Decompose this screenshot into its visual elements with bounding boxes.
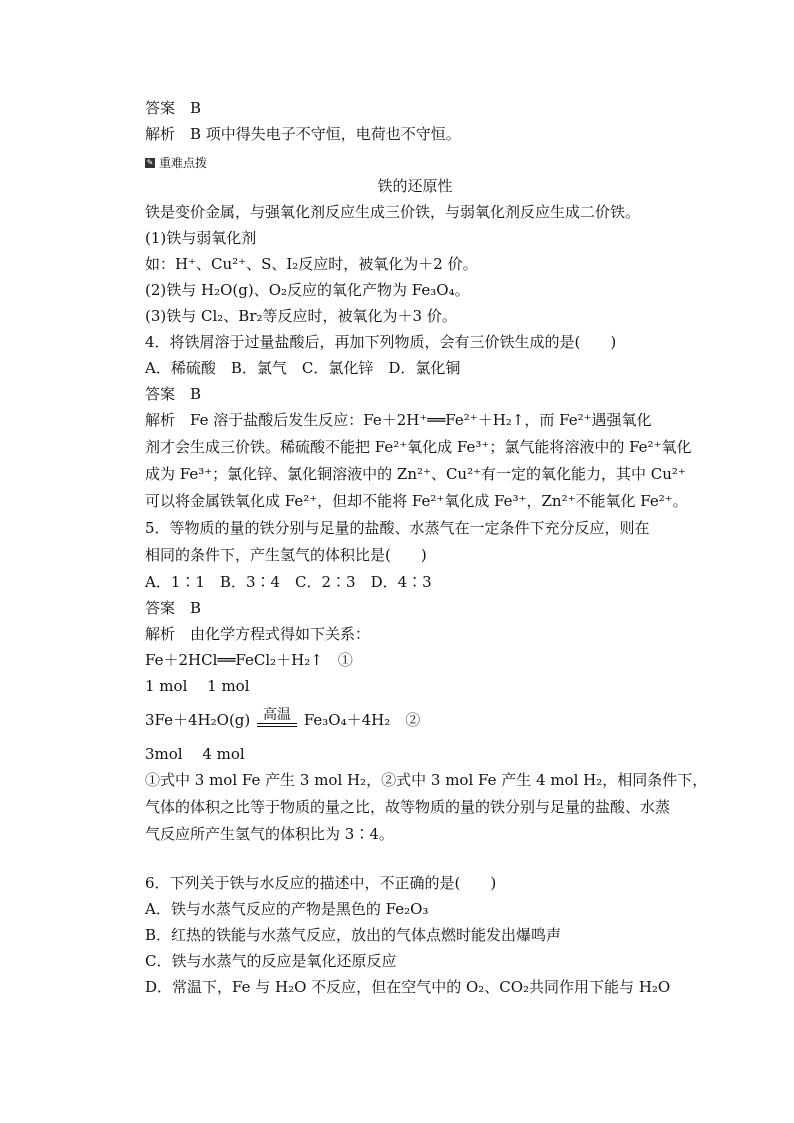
option-c: C．铁与水蒸气的反应是氧化还原反应 [145,952,397,970]
equation-2: 3Fe＋4H₂O(g) 高温 Fe₃O₄＋4H₂ ② [145,707,685,733]
equation-2-moles: 3mol 4 mol [145,745,245,763]
explanation-5-line: 气体的体积之比等于物质的量之比，故等物质的量的铁分别与足量的盐酸、水蒸 [145,798,671,816]
explanation-4-line: 成为 Fe³⁺；氯化锌、氯化铜溶液中的 Zn²⁺、Cu²⁺有一定的氧化能力，其中 Cu²⁺ [145,465,686,483]
question-5-options: A．1∶1 B．3∶4 C．2∶3 D．4∶3 [145,573,432,591]
explanation-4-line: 剂才会生成三价铁。稀硫酸不能把 Fe²⁺氧化成 Fe³⁺；氯气能将溶液中的 Fe²⁺氧化 [145,438,692,456]
option-b: B．红热的铁能与水蒸气反应，放出的气体点燃时能发出爆鸣声 [145,926,562,944]
question-6: 6．下列关于铁与水反应的描述中，不正确的是( ) [145,874,497,892]
question-4: 4．将铁屑溶于过量盐酸后，再加下列物质，会有三价铁生成的是( ) [145,333,617,351]
key-point-icon: ✎ [146,158,154,167]
content [145,95,708,1000]
explanation-5-line: ①式中 3 mol Fe 产生 3 mol H₂，②式中 3 mol Fe 产生 4 mol H₂，相同条件下， [145,771,708,789]
explanation-5-line: 气反应所产生氢气的体积比为 3∶4。 [145,825,394,843]
text-line: 铁是变价金属，与强氧化剂反应生成三价铁，与弱氧化剂反应生成二价铁。 [145,203,641,221]
tag-line [145,147,685,173]
text-line: (1)铁与弱氧化剂 [145,229,257,247]
answer-5: 答案 B [145,599,202,617]
question-5-line: 相同的条件下，产生氢气的体积比是( ) [145,546,427,564]
explanation-5: 解析 由化学方程式得如下关系： [145,625,371,643]
reaction-arrow: 高温 [257,707,297,733]
key-point-tag: ✎ 重难点拨 [146,156,208,170]
answer-4: 答案 B [145,385,202,403]
explanation-4-line: 解析 Fe 溶于盐酸后发生反应：Fe＋2H⁺══Fe²⁺＋H₂↑，而 Fe²⁺遇强氧化 [145,411,652,429]
answer-line: 答案 B [145,99,202,117]
option-a: A．铁与水蒸气反应的产物是黑色的 Fe₂O₃ [145,900,429,918]
equation-1: Fe＋2HCl══FeCl₂＋H₂↑ ① [145,651,353,669]
section-heading: 铁的还原性 [377,177,453,195]
text-line: (3)铁与 Cl₂、Br₂等反应时，被氧化为＋3 价。 [145,307,457,325]
equation-1-moles: 1 mol 1 mol [145,677,250,695]
option-d: D．常温下，Fe 与 H₂O 不反应，但在空气中的 O₂、CO₂共同作用下能与 H₂O [145,978,671,996]
question-4-options: A．稀硫酸 B．氯气 C．氯化锌 D．氯化铜 [145,359,461,377]
text-line: 如：H⁺、Cu²⁺、S、I₂反应时，被氧化为＋2 价。 [145,255,478,273]
explanation-4-line: 可以将金属铁氧化成 Fe²⁺，但却不能将 Fe²⁺氧化成 Fe³⁺，Zn²⁺不能氧化 Fe²⁺。 [145,492,688,510]
question-5-line: 5．等物质的量的铁分别与足量的盐酸、水蒸气在一定条件下充分反应，则在 [145,519,650,537]
text-line: (2)铁与 H₂O(g)、O₂反应的氧化产物为 Fe₃O₄。 [145,281,470,299]
explanation-line: 解析 B 项中得失电子不守恒，电荷也不守恒。 [145,125,461,143]
